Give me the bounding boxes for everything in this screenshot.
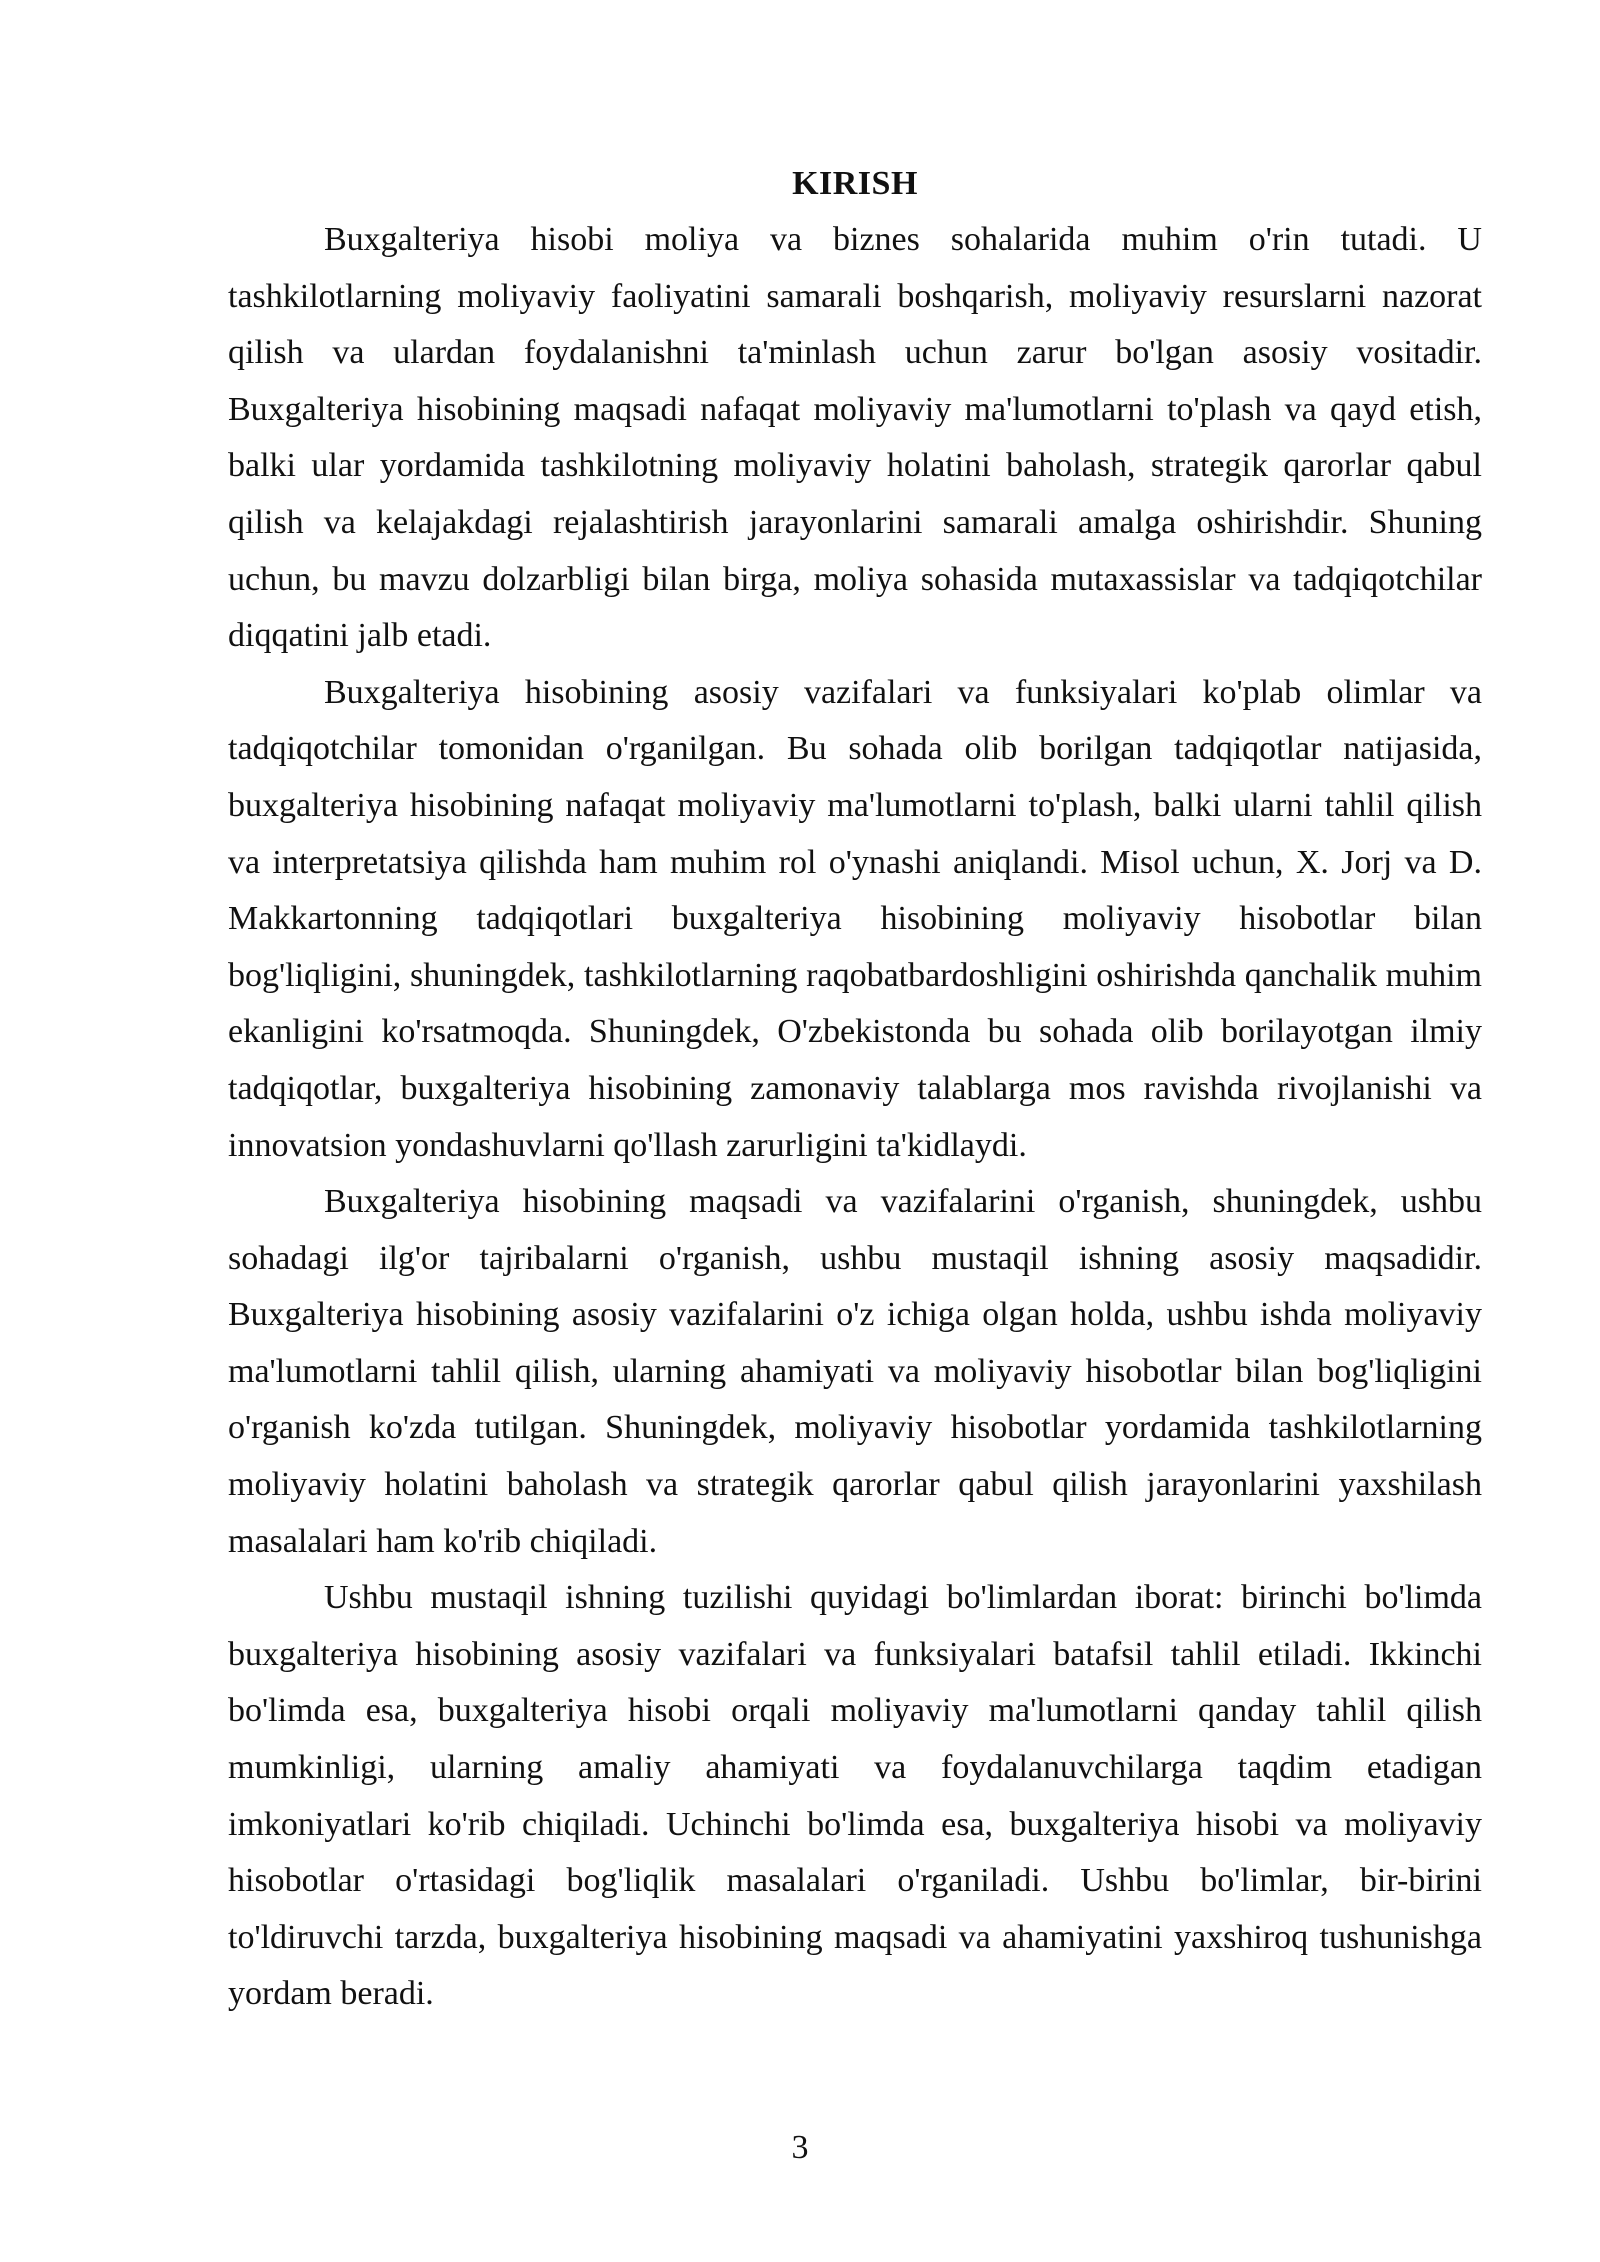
- paragraph-1: Buxgalteriya hisobi moliya va biznes sohalarida muhim o'rin tutadi. U tashkilotlarning moliyaviy faoliyatini samarali boshqarish, moliyaviy resurslarni nazorat qilish va ulardan foydalanishni ta'minlash uchun zarur bo'lgan asosiy vositadir. Buxgalteriya hisobining maqsadi nafaqat moliyaviy ma'lumotlarni to'plash va qayd etish, balki ular yordamida tashkilotning moliyaviy holatini baholash, strategik qarorlar qabul qilish va kelajakdagi rejalashtirish jarayonlarini samarali amalga oshirishdir. Shuning uchun, bu mavzu dolzarbligi bilan birga, moliya sohasida mutaxassislar va tadqiqotchilar diqqatini jalb etadi.: [228, 221, 1482, 655]
- paragraph-2: Buxgalteriya hisobining asosiy vazifalari va funksiyalari ko'plab olimlar va tadqiqotchilar tomonidan o'rganilgan. Bu sohada olib borilgan tadqiqotlar natijasida, buxgalteriya hisobining nafaqat moliyaviy ma'lumotlarni to'plash, balki ularni tahlil qilish va interpretatsiya qilishda ham muhim rol o'ynashi aniqlandi. Misol uchun, X. Jorj va D. Makkartonning tadqiqotlari buxgalteriya hisobining moliyaviy hisobotlar bilan bog'liqligini, shuningdek, tashkilotlarning raqobatbardoshligini oshirishda qanchalik muhim ekanligini ko'rsatmoqda. Shuningdek, O'zbekistonda bu sohada olib borilayotgan ilmiy tadqiqotlar, buxgalteriya hisobining zamonaviy talablarga mos ravishda rivojlanishi va innovatsion yondashuvlarni qo'llash zarurligini ta'kidlaydi.: [228, 673, 1482, 1164]
- page-content: [228, 160, 1482, 2023]
- page-number: 3: [791, 2129, 809, 2166]
- paragraph-4: Ushbu mustaqil ishning tuzilishi quyidagi bo'limlardan iborat: birinchi bo'limda buxgalteriya hisobining asosiy vazifalari va funksiyalari batafsil tahlil etiladi. Ikkinchi bo'limda esa, buxgalteriya hisobi orqali moliyaviy ma'lumotlarni qanday tahlil qilish mumkinligi, ularning amaliy ahamiyati va foydalanuvchilarga taqdim etadigan imkoniyatlari ko'rib chiqiladi. Uchinchi bo'limda esa, buxgalteriya hisobi va moliyaviy hisobotlar o'rtasidagi bog'liqlik masalalari o'rganiladi. Ushbu bo'limlar, bir-birini to'ldiruvchi tarzda, buxgalteriya hisobining maqsadi va ahamiyatini yaxshiroq tushunishga yordam beradi.: [228, 1579, 1482, 2013]
- paragraph-3: Buxgalteriya hisobining maqsadi va vazifalarini o'rganish, shuningdek, ushbu sohadagi ilg'or tajribalarni o'rganish, ushbu mustaqil ishning asosiy maqsadidir. Buxgalteriya hisobining asosiy vazifalarini o'z ichiga olgan holda, ushbu ishda moliyaviy ma'lumotlarni tahlil qilish, ularning ahamiyati va moliyaviy hisobotlar bilan bog'liqligini o'rganish ko'zda tutilgan. Shuningdek, moliyaviy hisobotlar yordamida tashkilotlarning moliyaviy holatini baholash va strategik qarorlar qabul qilish jarayonlarini yaxshilash masalalari ham ko'rib chiqiladi.: [228, 1183, 1482, 1560]
- page-title: KIRISH: [792, 165, 918, 202]
